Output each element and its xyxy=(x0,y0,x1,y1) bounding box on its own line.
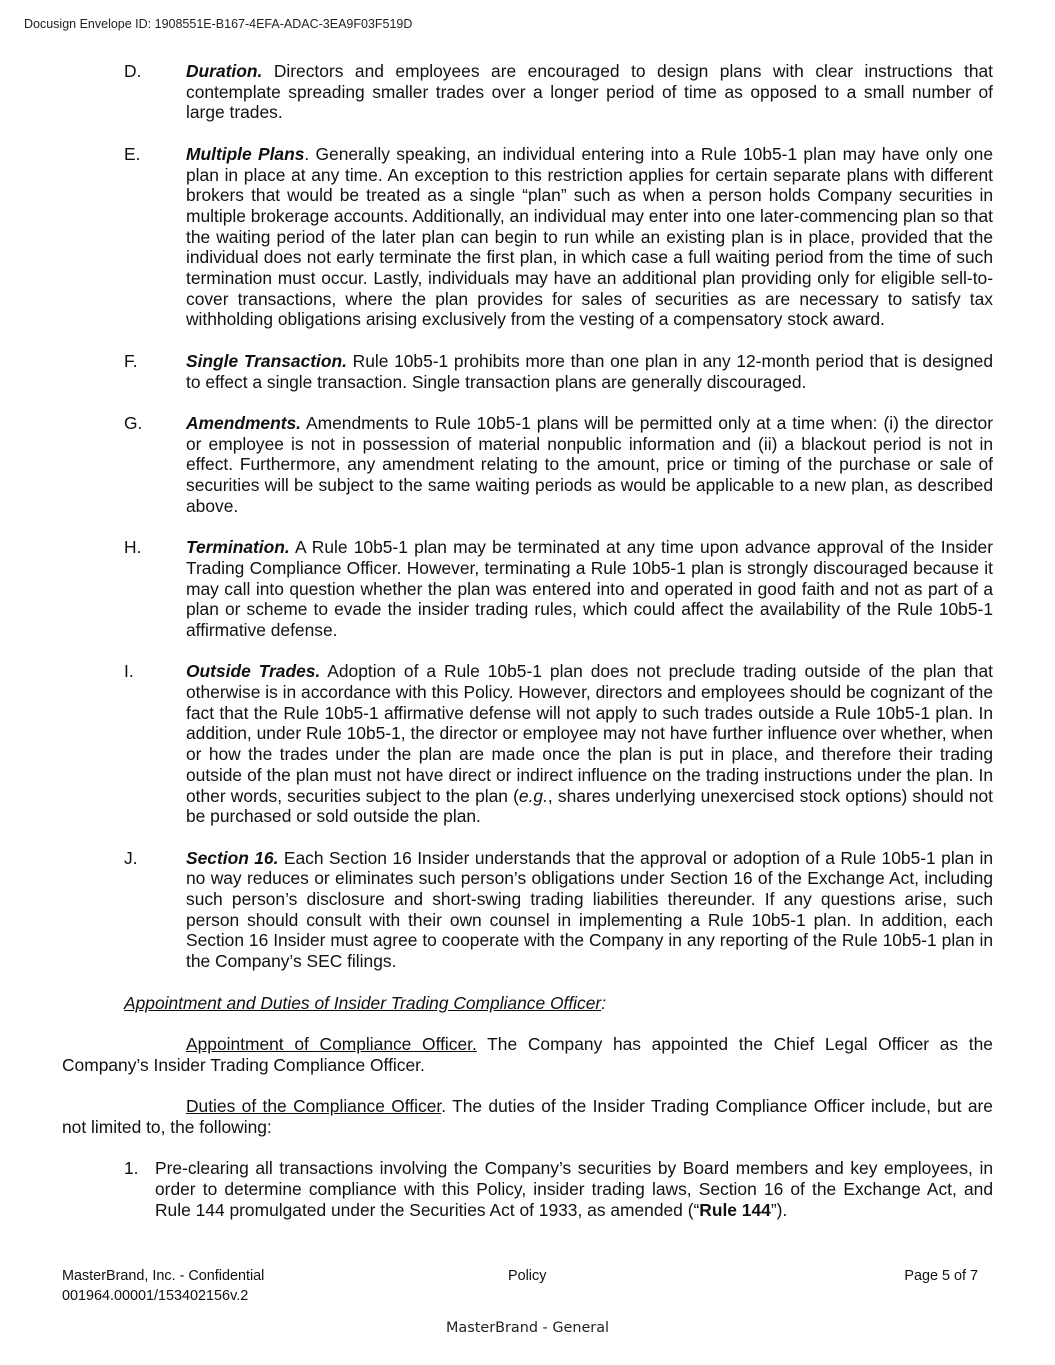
list-item xyxy=(62,537,993,641)
section-title-text: Appointment and Duties of Insider Trading Compliance Officer xyxy=(124,992,602,1013)
paragraph xyxy=(62,1096,993,1137)
paragraph xyxy=(62,1034,993,1075)
item-letter: H. xyxy=(124,537,142,558)
item-text: Each Section 16 Insider understands that the approval or adoption of a Rule 10b5-1 plan in no way reduces or eliminates such person’s obligations under Section 16 of the Exchange Act, including such person’s disclosure and short-swing trading liabilities thereunder. If any questions arise, such person should consult with their own counsel in implementing a Rule 10b5-1 plan. In addition, each Section 16 Insider must agree to cooperate with the Company in any reporting of the Rule 10b5-1 plan in the Company’s SEC filings. xyxy=(186,847,993,972)
item-letter: G. xyxy=(124,412,143,433)
paragraph-heading: Duties of the Compliance Officer xyxy=(186,1096,442,1117)
footer-doc-number: 001964.00001/153402156v.2 xyxy=(62,1288,249,1304)
item-body xyxy=(186,61,993,123)
paragraph-heading: Appointment of Compliance Officer. xyxy=(186,1033,477,1054)
item-body xyxy=(186,413,993,517)
section-title-colon: : xyxy=(601,992,607,1013)
envelope-id: Docusign Envelope ID: 1908551E-B167-4EFA-ADAC-3EA9F03F519D xyxy=(24,17,413,31)
item-heading: Multiple Plans xyxy=(186,143,305,164)
list-item xyxy=(62,61,993,123)
numbered-item xyxy=(62,1158,993,1220)
page-footer xyxy=(62,1266,978,1306)
document-body xyxy=(62,61,993,1220)
item-letter: D. xyxy=(124,61,142,81)
numbered-item-text: ”). xyxy=(770,1199,788,1220)
item-body xyxy=(186,351,993,392)
classification-label: MasterBrand - General xyxy=(445,1320,610,1336)
paragraph-text: . The duties of the Insider Trading Compliance Officer include, but are not limited to, the following: xyxy=(62,1096,993,1137)
item-text: A Rule 10b5-1 plan may be terminated at any time upon advance approval of the Insider Trading Compliance Officer. However, terminating a Rule 10b5-1 plan is strongly discouraged because it may call into question whether the plan was entered into and operated in good faith and not as part of a plan or scheme to evade the insider trading rules, which could affect the availability of the Rule 10b5-1 affirmative defense. xyxy=(186,537,993,640)
item-text: . Generally speaking, an individual entering into a Rule 10b5-1 plan may have only one plan in place at any time. An exception to this restriction applies for certain separate plans with different brokers that would be treated as a single “plan” such as when a person holds Company securities in multiple brokerage accounts. Additionally, an individual may enter into one later-commencing plan so that the waiting period of the later plan can begin to run while an existing plan is in place, provided that the individual does not early terminate the first plan, in which case a full waiting period from the time of such termination must occur. Lastly, individuals may have an additional plan providing only for eligible sell-to-cover transactions, where the plan provides for sales of securities as are necessary to satisfy tax withholding obligations arising exclusively from the vesting of a compensatory stock award. xyxy=(186,143,993,330)
numbered-item-bold: Rule 144 xyxy=(699,1199,771,1220)
numbered-item-body xyxy=(155,1158,993,1220)
item-heading: Single Transaction. xyxy=(186,350,347,371)
list-item xyxy=(62,661,993,827)
item-text: Rule 10b5-1 prohibits more than one plan in any 12-month period that is designed to effect a single transaction. Single transaction plans are generally discouraged. xyxy=(186,350,993,392)
list-item xyxy=(62,413,993,517)
item-letter: J. xyxy=(124,847,138,868)
item-body xyxy=(186,848,993,972)
item-text: Directors and employees are encouraged to design plans with clear instructions that contemplate spreading smaller trades over a longer period of time as opposed to a small number of large trades. xyxy=(186,61,993,123)
item-body xyxy=(186,661,993,827)
item-heading: Termination. xyxy=(186,537,290,558)
item-body xyxy=(186,144,993,330)
numbered-item-number: 1. xyxy=(124,1158,139,1179)
item-text: Adoption of a Rule 10b5-1 plan does not preclude trading outside of the plan that otherwise is in accordance with this Policy. However, directors and employees should be cognizant of the fact that the Rule 10b5-1 affirmative defense will not apply to such trades outside a Rule 10b5-1 plan. In addition, under Rule 10b5-1, the director or employee may not have further influence over whether, when or how the trades under the plan are made once the plan is put in place, and therefore their trading outside of the plan must not have direct or indirect influence on the trading instructions under the plan. In other words, securities subject to the plan ( xyxy=(186,661,993,806)
numbered-item-text: Pre-clearing all transactions involving the Company’s securities by Board members and key employees, in order to determine compliance with this Policy, insider trading laws, Section 16 of the Exchange Act, and Rule 144 promulgated under the Securities Act of 1933, as amended (“ xyxy=(155,1158,993,1220)
item-body xyxy=(186,537,993,641)
item-heading: Amendments. xyxy=(186,412,301,433)
item-text: , shares underlying unexercised stock options) should not be purchased or sold outside the plan. xyxy=(186,785,993,827)
item-letter: I. xyxy=(124,661,134,682)
list-item xyxy=(62,144,993,330)
list-item xyxy=(62,848,993,972)
item-letter: E. xyxy=(124,143,141,164)
footer-confidential: MasterBrand, Inc. - Confidential xyxy=(62,1268,265,1284)
list-item xyxy=(62,351,993,392)
item-heading: Duration. xyxy=(186,61,263,81)
item-heading: Outside Trades. xyxy=(186,661,321,682)
item-letter: F. xyxy=(124,350,138,371)
section-title xyxy=(124,993,993,1014)
item-heading: Section 16. xyxy=(186,847,279,868)
footer-page-number: Page 5 of 7 xyxy=(904,1268,978,1284)
item-text: Amendments to Rule 10b5-1 plans will be permitted only at a time when: (i) the director or employee is not in possession of material nonpublic information and (ii) a blackout period is not in effect. Furthermore, any amendment relating to the amount, price or timing of the purchase or sale of securities will be subject to the same waiting periods as would be applicable to a new plan, as described above. xyxy=(186,412,993,516)
paragraph-text: The Company has appointed the Chief Legal Officer as the Company’s Insider Trading Compliance Officer. xyxy=(62,1033,993,1075)
footer-doc-type: Policy xyxy=(508,1268,547,1284)
item-text-italic: e.g. xyxy=(518,785,548,806)
